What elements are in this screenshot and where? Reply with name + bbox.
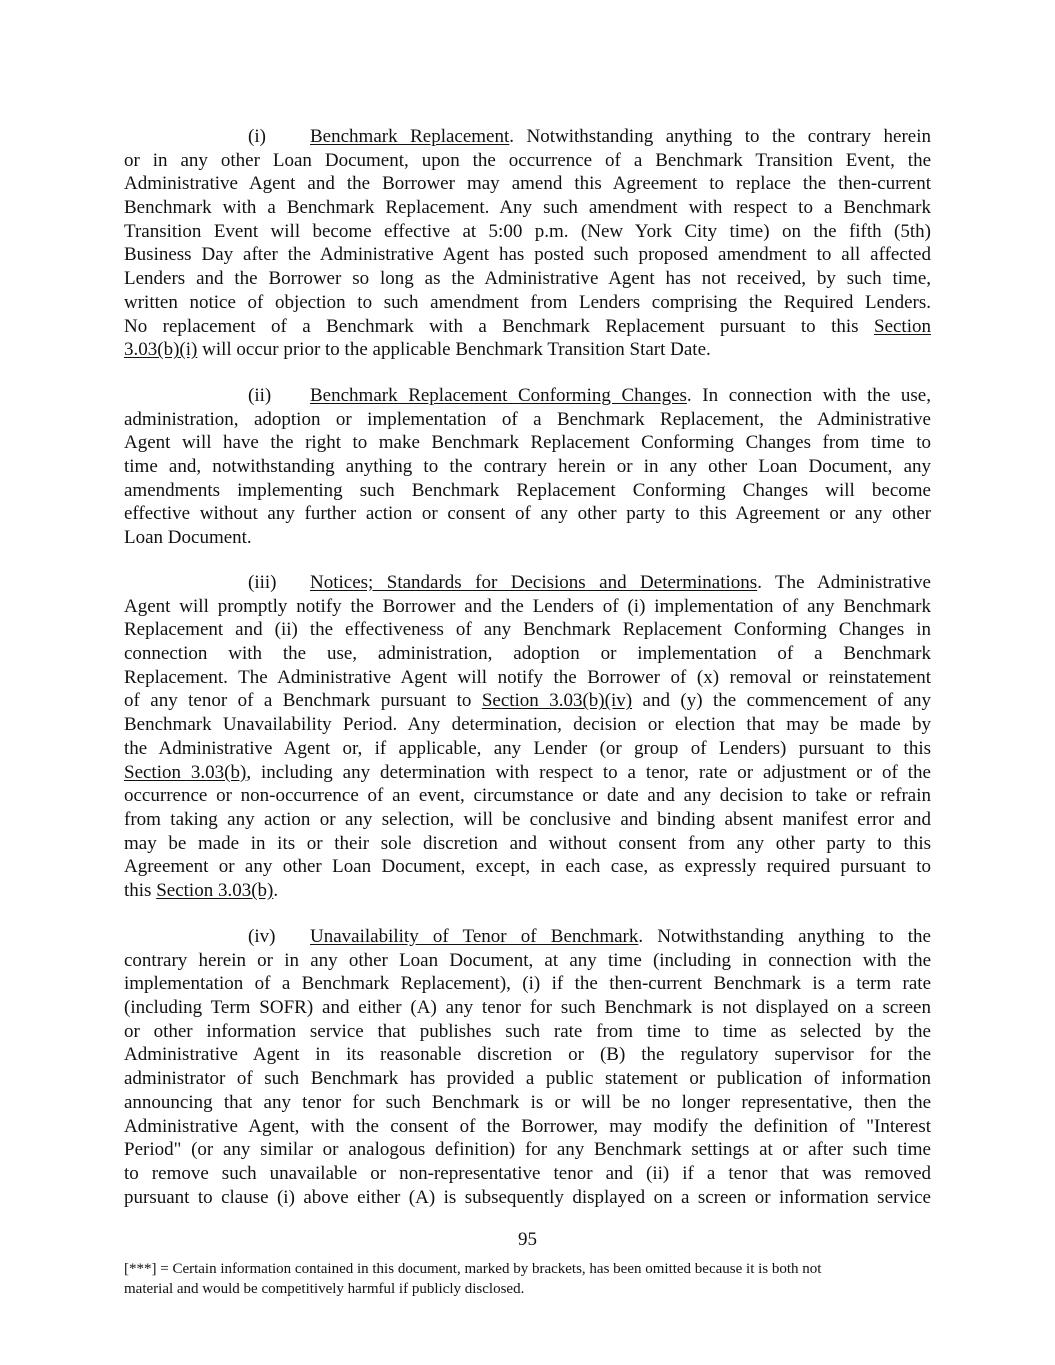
section-number: (iv)	[248, 926, 276, 947]
text-line: or other information service that publishes such rate from time to time as selected by the	[124, 1020, 931, 1042]
section-i-first-line: (i) Benchmark Replacement. Notwithstanding anything to the contrary herein	[248, 126, 931, 147]
text-line: Transition Event will become effective at 5:00 p.m. (New York City time) on the fifth (5th)	[124, 220, 931, 242]
text-line: or in any other Loan Document, upon the occurrence of a Benchmark Transition Event, the	[124, 149, 931, 171]
text-line: Administrative Agent and the Borrower may amend this Agreement to replace the then-current	[124, 173, 931, 195]
text-line: No replacement of a Benchmark with a Benchmark Replacement pursuant to this Section	[124, 315, 931, 337]
text-line: Benchmark with a Benchmark Replacement. Any such amendment with respect to a Benchmark	[124, 197, 931, 219]
text-line: announcing that any tenor for such Benchmark is or will be no longer representative, then the	[124, 1091, 931, 1113]
text-line: connection with the use, administration, adoption or implementation of a Benchmark	[124, 643, 931, 665]
section-iv-first-line: (iv) Unavailability of Tenor of Benchmark. Notwithstanding anything to the	[248, 926, 931, 947]
text-line: Loan Document.	[124, 527, 252, 549]
text-line: Administrative Agent in its reasonable discretion or (B) the regulatory supervisor for the	[124, 1044, 931, 1066]
text-line: Administrative Agent, with the consent of the Borrower, may modify the definition of "Interest	[124, 1115, 931, 1137]
text-line: administrator of such Benchmark has provided a public statement or publication of information	[124, 1068, 931, 1090]
section-number: (i)	[248, 126, 266, 147]
text-line: contrary herein or in any other Loan Document, at any time (including in connection with the	[124, 949, 931, 971]
text-line: Agent will have the right to make Benchmark Replacement Conforming Changes from time to	[124, 432, 931, 454]
section-reference: Section 3.03(b)	[124, 761, 247, 783]
section-number: (iii)	[248, 572, 277, 593]
text-line: pursuant to clause (i) above either (A) is subsequently displayed on a screen or information service	[124, 1186, 931, 1208]
text-line: Period" (or any similar or analogous definition) for any Benchmark settings at or after such time	[124, 1139, 931, 1161]
text-line: administration, adoption or implementation of a Benchmark Replacement, the Administrative	[124, 408, 931, 430]
text-line: time and, notwithstanding anything to the contrary herein or in any other Loan Document, any	[124, 456, 931, 478]
section-reference: 3.03(b)(i)	[124, 339, 198, 361]
text-line: Replacement and (ii) the effectiveness of any Benchmark Replacement Conforming Changes in	[124, 619, 931, 641]
text-line: written notice of objection to such amendment from Lenders comprising the Required Lenders.	[124, 291, 931, 313]
page-number: 95	[518, 1229, 537, 1250]
text-line: effective without any further action or consent of any other party to this Agreement or any other	[124, 503, 931, 525]
text-line: Agent will promptly notify the Borrower and the Lenders of (i) implementation of any Benchmark	[124, 595, 931, 617]
text-line: from taking any action or any selection, will be conclusive and binding absent manifest error and	[124, 808, 931, 830]
text-line: Section 3.03(b), including any determination with respect to a tenor, rate or adjustment or of the	[124, 761, 931, 783]
section-reference: Section	[874, 315, 931, 337]
section-number: (ii)	[248, 385, 272, 406]
text-line: occurrence or non-occurrence of an event, circumstance or date and any decision to take or refrain	[124, 785, 931, 807]
footnote-line: material and would be competitively harmful if publicly disclosed.	[124, 1281, 525, 1297]
section-iii-first-line: (iii) Notices; Standards for Decisions and Determinations. The Administrative	[248, 572, 931, 593]
section-heading: Benchmark Replacement Conforming Changes	[310, 385, 687, 406]
section-i	[124, 125, 931, 362]
section-heading: Notices; Standards for Decisions and Determinations	[310, 572, 758, 593]
text-line: the Administrative Agent or, if applicable, any Lender (or group of Lenders) pursuant to this	[124, 737, 931, 759]
text-line: of any tenor of a Benchmark pursuant to Section 3.03(b)(iv) and (y) the commencement of any	[124, 690, 931, 712]
text-line: this Section 3.03(b).	[124, 879, 279, 901]
text-line: Benchmark Unavailability Period. Any determination, decision or election that may be made by	[124, 714, 931, 736]
text-line: may be made in its or their sole discretion and without consent from any other party to this	[124, 832, 931, 854]
text-line: Lenders and the Borrower so long as the Administrative Agent has not received, by such time,	[124, 268, 931, 290]
section-iii	[124, 571, 931, 903]
footnote-line: [***] = Certain information contained in this document, marked by brackets, has been omitted because it is both not	[124, 1261, 822, 1277]
text-line: 3.03(b)(i) will occur prior to the applicable Benchmark Transition Start Date.	[124, 339, 711, 361]
section-ii-first-line: (ii) Benchmark Replacement Conforming Changes. In connection with the use,	[248, 385, 931, 406]
section-reference: Section 3.03(b)	[156, 879, 274, 901]
section-iv	[124, 925, 931, 1209]
section-reference: Section 3.03(b)(iv)	[481, 690, 633, 712]
text-line: Replacement. The Administrative Agent will notify the Borrower of (x) removal or reinstatement	[124, 666, 931, 688]
text-line: implementation of a Benchmark Replacement), (i) if the then-current Benchmark is a term rate	[124, 973, 931, 995]
section-ii	[124, 384, 931, 550]
footnote	[124, 1259, 934, 1299]
section-heading: Unavailability of Tenor of Benchmark	[310, 926, 639, 947]
section-heading: Benchmark Replacement	[310, 126, 510, 147]
text-line: Agreement or any other Loan Document, except, in each case, as expressly required pursuant to	[124, 856, 931, 878]
text-line: amendments implementing such Benchmark Replacement Conforming Changes will become	[124, 479, 931, 501]
text-line: (including Term SOFR) and either (A) any tenor for such Benchmark is not displayed on a screen	[124, 997, 931, 1019]
text-line: Business Day after the Administrative Agent has posted such proposed amendment to all affected	[124, 244, 931, 266]
text-line: to remove such unavailable or non-representative tenor and (ii) if a tenor that was removed	[124, 1162, 931, 1184]
